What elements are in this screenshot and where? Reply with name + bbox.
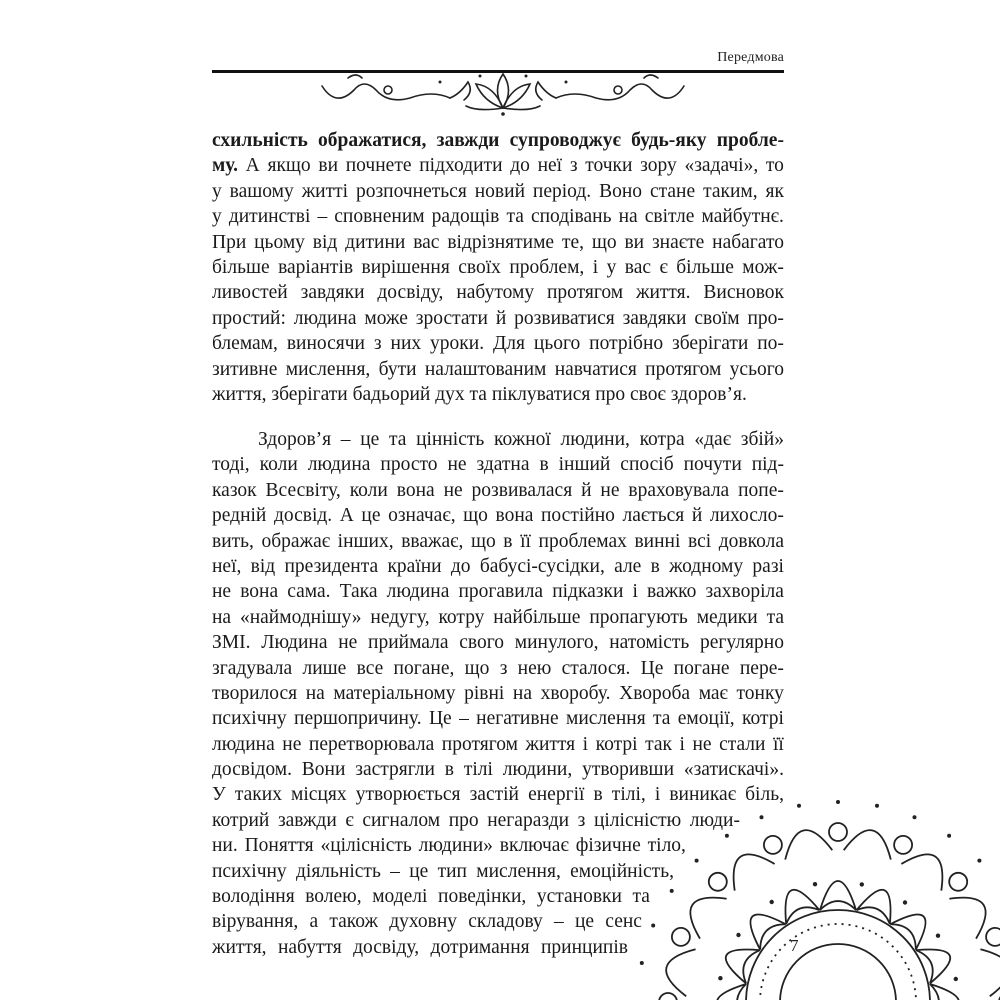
text-line: схильність ображатися, завжди супроводжує будь-яку пробле- [212, 130, 784, 151]
text-line: ЗМІ. Людина не приймала свого минулого, натомість регулярно [212, 632, 784, 654]
text-line: котрий завжди є сигналом про негаразди з цілісністю люди- [212, 809, 740, 831]
page-number: 7 [790, 936, 799, 955]
text-line: У таких місцях утворюється застій енергії в тілі, і виникає біль, [212, 784, 784, 806]
text-line: вить, ображає інших, вважає, що в її проблемах винні всі довкола [212, 530, 784, 552]
text-line: у вашому житті розпочнеться новий період. Воно стане таким, як [212, 180, 784, 202]
text-line: згадувала лише все погане, що з нею сталося. Це погане пере- [212, 657, 784, 679]
text-line: ни. Поняття «цілісність людини» включає фізичне тіло, [212, 835, 686, 857]
floral-ornament-icon [318, 68, 688, 118]
paragraph-1 [212, 128, 784, 407]
text-line: більше варіантів вирішення своїх проблем, і у вас є більше мож- [212, 256, 784, 278]
running-header: Передмова [717, 50, 784, 65]
text-line: неї, від президента країни до бабусі-сусідки, але в жодному разі [212, 555, 784, 577]
text-line: При цьому від дитини вас відрізнятиме те, що ви знаєте набагато [212, 231, 784, 253]
text-line: у дитинстві – сповненим радощів та сподівань на світле майбутнє. [212, 206, 784, 228]
text-line: досвідом. Вони застрягли в тілі людини, утворивши «затискачі». [212, 759, 784, 781]
text-line: вірування, а також духовну складову – це сенс [212, 911, 642, 933]
text-line: блемам, виносячи з них уроки. Для цього потрібно зберігати по- [212, 333, 784, 355]
text-line: людина не перетворювала протягом життя і котрі так і не стали її [212, 733, 784, 755]
text-line: ливостей завдяки досвіду, набутому протягом життя. Висновок [212, 282, 784, 304]
text-line: зитивне мислення, бути налаштованим навчатися протягом усього [212, 358, 784, 380]
text-line: казок Всесвіту, коли вона не розвивалася й не враховувала попе- [212, 479, 784, 501]
text-line: не вона сама. Така людина прогавила підказки і важко захворіла [212, 581, 784, 603]
mandala-icon [628, 792, 1000, 1000]
text-line: життя, зберігати бадьорий дух та піклуватися про своє здоров’я. [212, 383, 747, 405]
text-line: творилося на матеріальному рівні на хворобу. Хвороба має тонку [212, 682, 784, 704]
text-line: тоді, коли людина просто не здатна в інший спосіб почути під- [212, 454, 784, 476]
text-line: простий: людина може зростати й розвиватися завдяки своїм про- [212, 307, 784, 329]
text-line: психічну діяльність – це тип мислення, емоційність, [212, 860, 674, 882]
text-line: психічну першопричину. Це – негативне мислення та емоції, котрі [212, 708, 784, 730]
text-line: життя, набуття досвіду, дотримання принципів [212, 936, 628, 958]
text-line: Здоров’я – це та цінність кожної людини, котра «дає збій» [258, 429, 784, 450]
text-line: му. А якщо ви почнете підходити до неї з точки зору «задачі», то [212, 155, 784, 177]
text-line: володіння волею, моделі поведінки, установки та [212, 886, 650, 908]
text-line: редній досвід. А це означає, що вона постійно лається й лихосло- [212, 505, 784, 527]
text-line: на «наймоднішу» недугу, котру найбільше пропагують медики та [212, 606, 784, 628]
